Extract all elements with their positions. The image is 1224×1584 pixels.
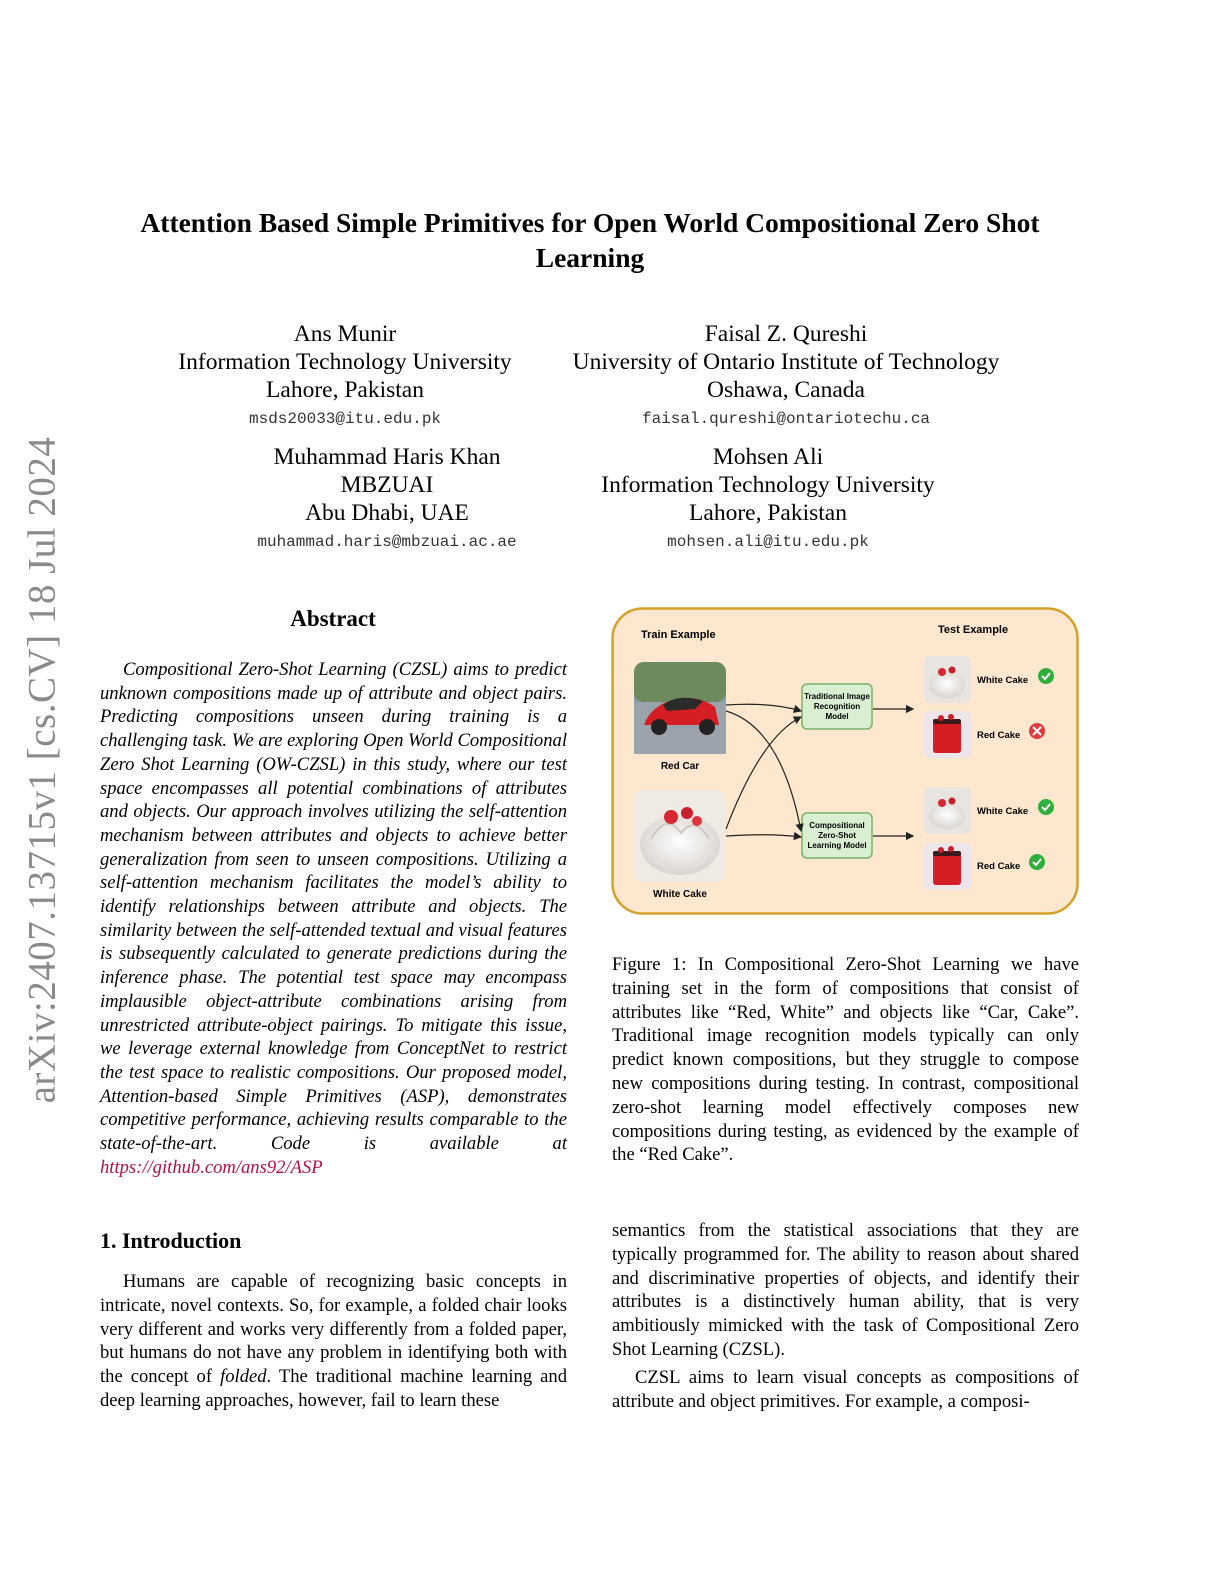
author-location: Lahore, Pakistan	[266, 377, 424, 403]
output-label-2: Red Cake	[977, 730, 1021, 741]
red-car-image	[634, 662, 726, 754]
author-block-2	[560, 320, 1012, 430]
author-block-1	[170, 320, 520, 430]
output-label-4: Red Cake	[977, 861, 1021, 872]
model2-line1: Compositional	[809, 821, 865, 830]
white-cake-label: White Cake	[653, 889, 707, 900]
abstract-text: Compositional Zero-Shot Learning (CZSL) aims to predict unknown compositions made up of attribute and object pairs. Predicting compositions unseen during training is a challenging task. We are exploring Open World Compositional Zero Shot Learning (OW-CZSL) in this study, where our test space encompasses all potential combinations of attributes and objects. Our approach involves utilizing the self-attention mechanism between attributes and objects to achieve better generalization from seen to unseen compositions. Utilizing a self-attention mechanism facilitates the model’s ability to identify relationships between attribute and objects. The similarity between the self-attended textual and visual features is subsequently calculated to generate predictions during the inference phase. The potential test space may encompass implausible object-attribute combinations arising from unrestricted attribute-object pairings. To mitigate this issue, we leverage external knowledge from ConceptNet to restrict the test space to realistic compositions. Our proposed model, Attention-based Simple Primitives (ASP), demonstrates competitive performance, achieving results comparable to the state-of-the-art. Code is available at	[100, 659, 567, 1155]
abstract-heading: Abstract	[290, 606, 376, 631]
check-icon	[1038, 799, 1054, 815]
red-car-label: Red Car	[660, 761, 700, 772]
test-label: Test Example	[938, 624, 1009, 636]
white-cake-image	[634, 790, 726, 882]
cross-icon	[1029, 723, 1045, 739]
output-red-cake-2	[924, 843, 971, 890]
output-red-cake-1	[924, 711, 971, 758]
author-email[interactable]: msds20033@itu.edu.pk	[248, 410, 442, 428]
author-block-3	[222, 443, 552, 553]
author-affiliation: University of Ontario Institute of Technology	[572, 349, 1000, 375]
section-heading: 1. Introduction	[100, 1228, 242, 1253]
author-affiliation: MBZUAI	[340, 472, 434, 498]
arxiv-id: arXiv:2407.13715v1 [cs.CV] 18 Jul 2024	[20, 436, 64, 1104]
model1-line3: Model	[825, 712, 849, 721]
author-email[interactable]: mohsen.ali@itu.edu.pk	[667, 533, 869, 551]
intro-emphasis: folded	[220, 1366, 267, 1388]
czsl-model-box	[802, 813, 872, 858]
check-icon	[1029, 854, 1045, 870]
check-icon	[1038, 668, 1054, 684]
abstract	[100, 658, 567, 1179]
output-label-1: White Cake	[977, 675, 1029, 686]
author-affiliation: Information Technology University	[601, 472, 935, 498]
author-location: Oshawa, Canada	[707, 377, 865, 403]
author-name: Mohsen Ali	[712, 444, 824, 470]
author-location: Abu Dhabi, UAE	[305, 500, 469, 526]
model2-line3: Learning Model	[807, 841, 867, 850]
output-white-cake-2	[924, 787, 971, 834]
intro-left-column	[100, 1270, 567, 1413]
author-name: Faisal Z. Qureshi	[704, 321, 868, 347]
model1-line1: Traditional Image	[804, 692, 870, 701]
model1-line2: Recognition	[813, 702, 861, 711]
output-label-3: White Cake	[977, 806, 1029, 817]
author-location: Lahore, Pakistan	[689, 500, 847, 526]
author-block-4	[583, 443, 953, 553]
intro-text-b: . The traditional machine learning and deep learning approaches, however, fail to learn these	[100, 1366, 567, 1411]
intro-paragraph: semantics from the statistical associations that they are typically programmed for. The ability to reason about shared and discriminative properties of objects, and identify their attributes is a distinctively human ability, that is very ambitiously mimicked with the task of Compositional Zero Shot Learning (CZSL).	[612, 1220, 1079, 1360]
intro-text-a: Humans are capable of recognizing basic concepts in intricate, novel contexts. So, for example, a folded chair looks very different and works very differently from a folded paper, but humans do not have any problem in identifying both with the concept of	[100, 1271, 567, 1388]
author-affiliation: Information Technology University	[178, 349, 512, 375]
intro-paragraph: CZSL aims to learn visual concepts as compositions of attribute and object primitives. For example, a composi-	[612, 1366, 1079, 1412]
model2-line2: Zero-Shot	[818, 831, 856, 840]
author-email[interactable]: muhammad.haris@mbzuai.ac.ae	[257, 533, 517, 551]
author-email[interactable]: faisal.qureshi@ontariotechu.ca	[641, 410, 931, 428]
train-label: Train Example	[641, 629, 716, 641]
code-link[interactable]: https://github.com/ans92/ASP	[100, 1156, 323, 1178]
figure-caption: Figure 1: In Compositional Zero-Shot Learning we have training set in the form of compositions that consist of attributes like “Red, White” and objects like “Car, Cake”. Traditional image recognition models typically can only predict known compositions, but they struggle to compose new compositions during testing. In contrast, compositional zero-shot learning model effectively composes new compositions during testing, as evidenced by the example of the “Red Cake”.	[612, 954, 1079, 1166]
paper-title: Attention Based Simple Primitives for Open World Compositional Zero Shot Learning	[140, 207, 1040, 273]
author-name: Muhammad Haris Khan	[273, 444, 501, 470]
intro-right-column	[612, 1219, 1079, 1413]
figure-1	[611, 607, 1079, 915]
author-name: Ans Munir	[293, 321, 397, 347]
traditional-model-box	[802, 684, 872, 729]
output-white-cake-1	[924, 656, 971, 703]
